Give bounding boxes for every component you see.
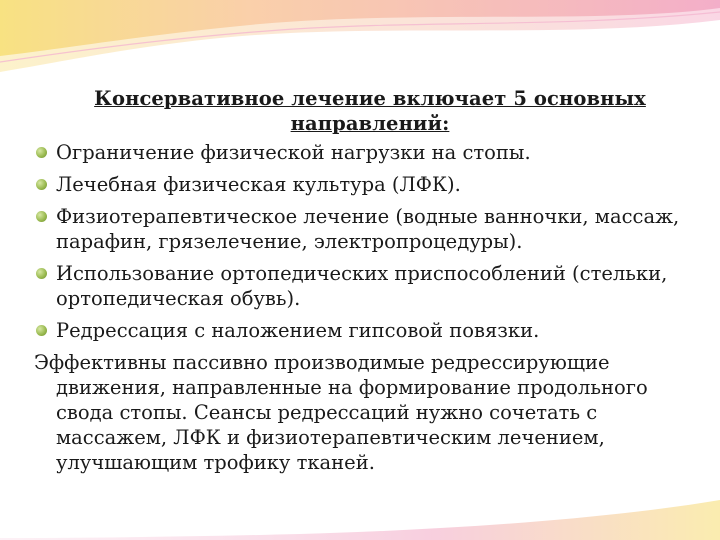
- slide-title: Консервативное лечение включает 5 основных направлений:: [94, 87, 646, 135]
- slide-content: [34, 86, 706, 475]
- list-item-text: Использование ортопедических приспособлений (стельки, ортопедическая обувь).: [56, 262, 668, 310]
- bullet-icon: [36, 325, 47, 336]
- list-item-text: Лечебная физическая культура (ЛФК).: [56, 173, 461, 196]
- bullet-icon: [36, 268, 47, 279]
- list-item-text: Редрессация с наложением гипсовой повязки.: [56, 319, 540, 342]
- list-item: [34, 261, 706, 311]
- bottom-decoration: [0, 480, 720, 540]
- list-item: [34, 318, 706, 343]
- list-item-text: Физиотерапевтическое лечение (водные ванночки, массаж, парафин, грязелечение, электропроцедуры).: [56, 205, 680, 253]
- list-item: [34, 204, 706, 254]
- bullet-icon: [36, 147, 47, 158]
- closing-paragraph: Эффективны пассивно производимые редрессирующие движения, направленные на формирование продольного свода стопы. Сеансы редрессаций нужно сочетать с массажем, ЛФК и физиотерапевтическим лечением, улучшающим трофику тканей.: [34, 351, 648, 474]
- list-item-text: Ограничение физической нагрузки на стопы.: [56, 141, 531, 164]
- list-item: [34, 140, 706, 165]
- list-item: [34, 172, 706, 197]
- top-decoration: [0, 0, 720, 80]
- bullet-icon: [36, 179, 47, 190]
- treatment-list: [34, 140, 706, 343]
- bullet-icon: [36, 211, 47, 222]
